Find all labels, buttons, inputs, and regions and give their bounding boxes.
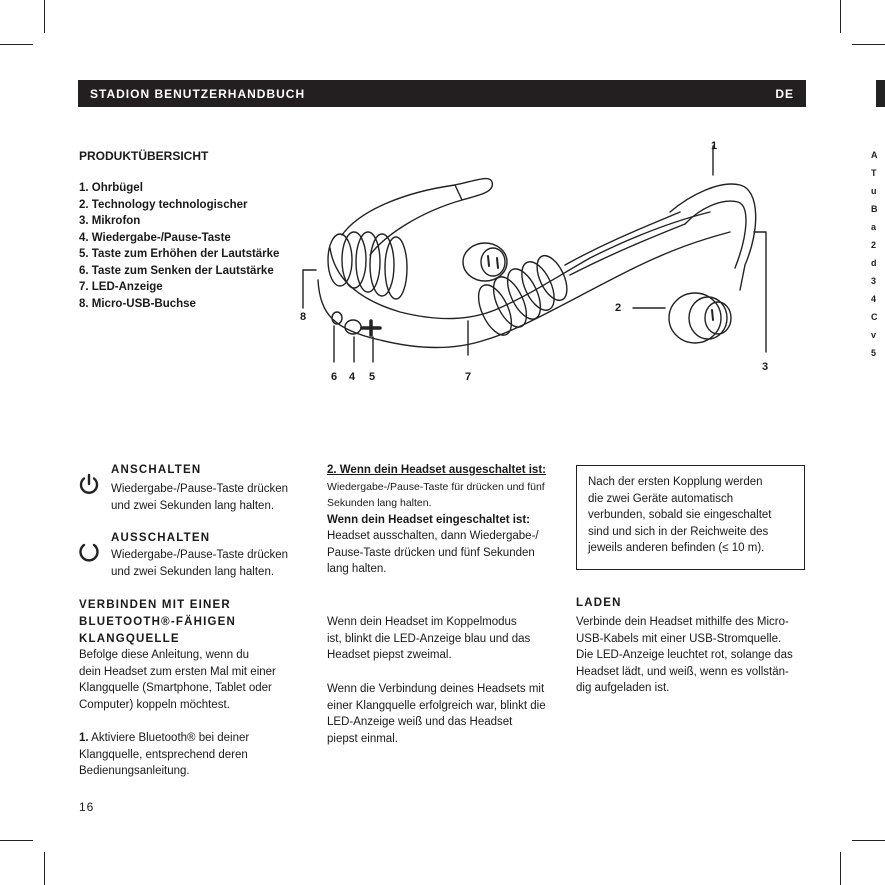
list-item: 8. Micro-USB-Buchse [79, 297, 196, 310]
crop-mark [0, 840, 33, 841]
step-1: 1. Aktiviere Bluetooth® bei deiner Klangquelle, entsprechend deren Bedienungsanleitung. [79, 732, 250, 777]
connect-heading: VERBINDEN MIT EINER BLUETOOTH®-FÄHIGEN KLANGQUELLE [79, 599, 236, 645]
list-item: 6. Taste zum Senken der Lautstärke [79, 264, 274, 277]
charging-text: Verbinde dein Headset mithilfe des Micro- USB-Kabels mit einer USB-Stromquelle. Die LED-Anzeige leuchtet rot, solange das Headset lädt, und weiß, wenn es vollstän- dig aufgeladen ist. [576, 616, 793, 694]
list-item: 5. Taste zum Erhöhen der Lautstärke [79, 248, 280, 260]
charging-title: LADEN [576, 597, 622, 609]
callout-7: 7 [465, 371, 472, 383]
crop-mark [0, 44, 33, 45]
crop-mark [840, 852, 841, 885]
callout-1: 1 [711, 140, 718, 152]
overview-heading: PRODUKTÜBERSICHT [79, 149, 209, 163]
language-code: DE [775, 87, 794, 101]
parts-list [79, 180, 279, 312]
list-item: 1. Ohrbügel [79, 182, 143, 194]
header-bar [78, 80, 806, 107]
callout-8: 8 [300, 311, 307, 323]
callout-5: 5 [369, 371, 376, 383]
next-page-edge: A T u B a 2 d 3 4 C v 5 [871, 150, 878, 358]
edge-rule [876, 80, 885, 107]
power-off-icon [78, 541, 100, 563]
step-2: 2. Wenn dein Headset ausgeschaltet ist: Wiedergabe-/Pause-Taste für drücken und fünf Sekunden lang halten. Wenn dein Headset eingeschaltet ist: Headset ausschalten, dann Wiedergabe-/ Pause-Taste drücken und fünf Sekunden lang halten. [327, 464, 546, 575]
power-on-icon [78, 473, 100, 495]
crop-mark [44, 0, 45, 33]
callout-3: 3 [762, 361, 769, 373]
power-off-text: Wiedergabe-/Pause-Taste drücken und zwei Sekunden lang halten. [111, 549, 289, 578]
power-on-title: ANSCHALTEN [111, 464, 202, 476]
page-number: 16 [79, 800, 95, 814]
pairing-text-1: Wenn dein Headset im Koppelmodus ist, blinkt die LED-Anzeige blau und das Headset piepst zweimal. [327, 616, 531, 661]
callout-6: 6 [331, 371, 338, 383]
pairing-text-2: Wenn die Verbindung deines Headsets mit einer Klangquelle erfolgreich war, blinkt die LED-Anzeige weiß und das Headset piepst einmal. [327, 683, 546, 745]
power-off-title: AUSSCHALTEN [111, 532, 211, 544]
note-text: Nach der ersten Kopplung werden die zwei Geräte automatisch verbunden, sobald sie eingeschaltet sind und sich in der Reichweite des jeweils anderen befinden (≤ 10 m). [588, 476, 772, 554]
crop-mark [44, 852, 45, 885]
list-item: 3. Mikrofon [79, 215, 141, 227]
callout-4: 4 [349, 371, 356, 383]
crop-mark [852, 44, 885, 45]
power-on-text: Wiedergabe-/Pause-Taste drücken und zwei Sekunden lang halten. [111, 483, 289, 512]
note-box [576, 465, 805, 570]
crop-mark [840, 0, 841, 33]
list-item: 7. LED-Anzeige [79, 281, 163, 293]
list-item: 2. Technology technologischer [79, 198, 248, 211]
headset-illustration [290, 140, 790, 390]
list-item: 4. Wiedergabe-/Pause-Taste [79, 231, 231, 244]
manual-title: STADION BENUTZERHANDBUCH [90, 87, 306, 101]
connect-intro: Befolge diese Anleitung, wenn du dein Headset zum ersten Mal mit einer Klangquelle (Smartphone, Tablet oder Computer) koppeln möchtest. [79, 649, 276, 711]
crop-mark [852, 840, 885, 841]
callout-2: 2 [615, 302, 622, 314]
